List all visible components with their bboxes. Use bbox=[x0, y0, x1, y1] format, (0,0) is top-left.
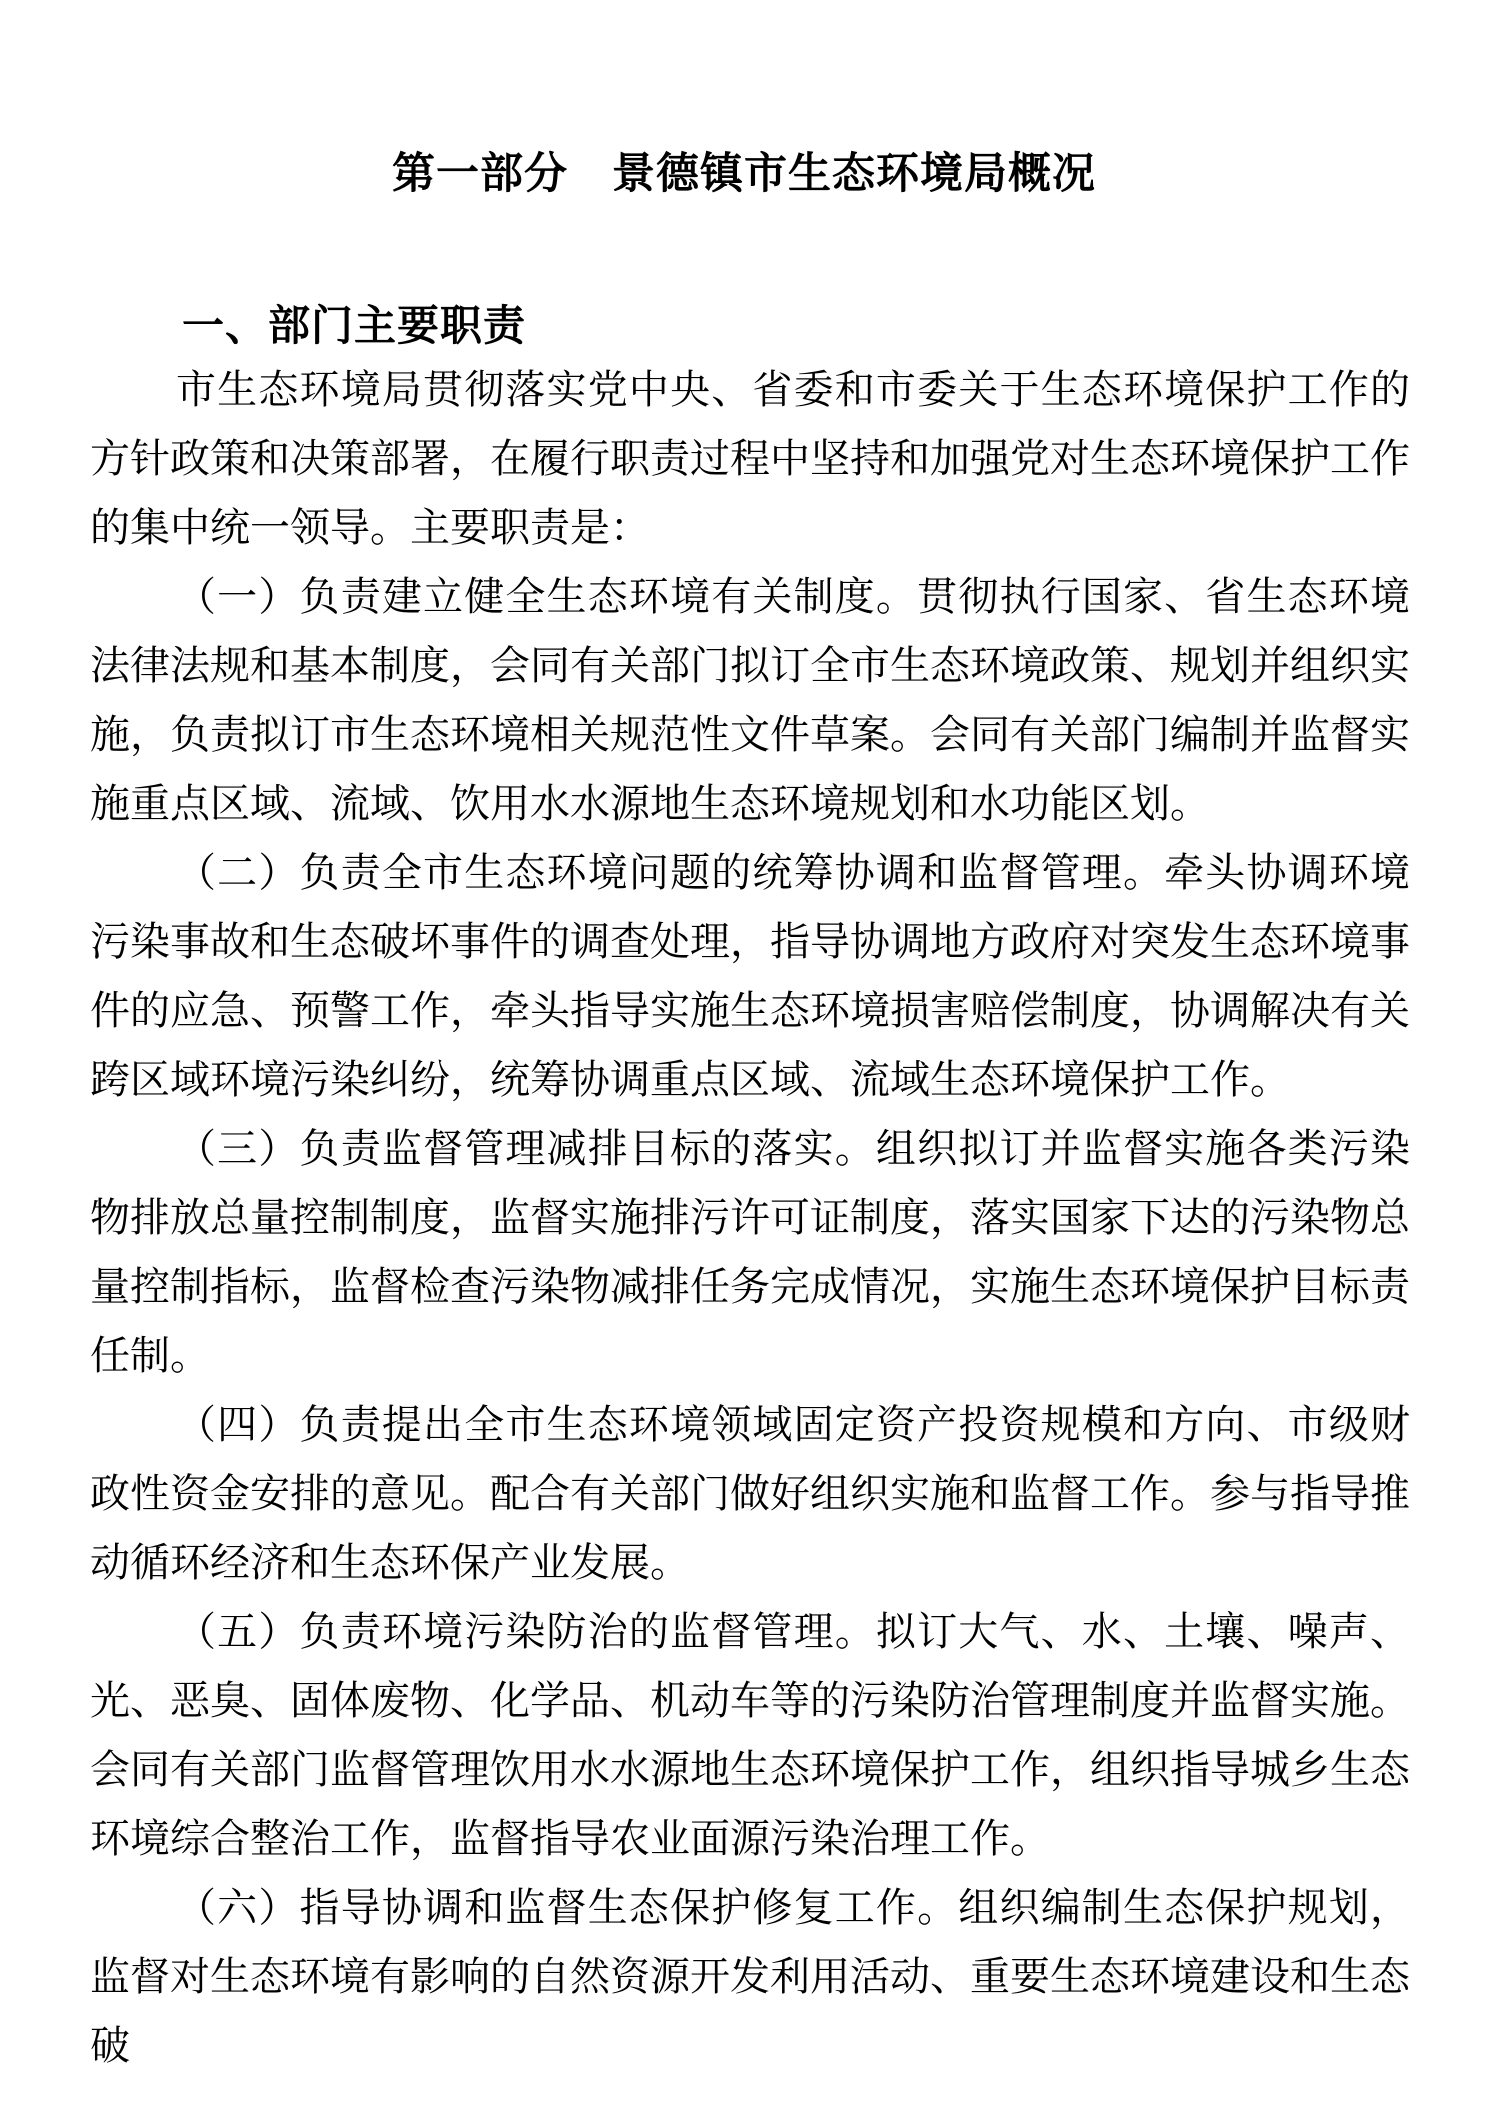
duty-item-6: （六）指导协调和监督生态保护修复工作。组织编制生态保护规划，监督对生态环境有影响的自然资源开发利用活动、重要生态环境建设和生态破 bbox=[90, 1885, 1410, 2068]
section-heading: 一、部门主要职责 bbox=[182, 302, 527, 349]
duty-item-2: （二）负责全市生态环境问题的统筹协调和监督管理。牵头协调环境污染事故和生态破坏事件的调查处理，指导协调地方政府对突发生态环境事件的应急、预警工作，牵头指导实施生态环境损害赔偿制度，协调解决有关跨区域环境污染纠纷，统筹协调重点区域、流域生态环境保护工作。 bbox=[90, 850, 1410, 1102]
duty-item-4: （四）负责提出全市生态环境领域固定资产投资规模和方向、市级财政性资金安排的意见。配合有关部门做好组织实施和监督工作。参与指导推动循环经济和生态环保产业发展。 bbox=[90, 1402, 1410, 1585]
document-title: 第一部分 景德镇市生态环境局概况 bbox=[392, 150, 1096, 198]
document-body bbox=[90, 355, 1410, 2080]
duty-item-5: （五）负责环境污染防治的监督管理。拟订大气、水、土壤、噪声、光、恶臭、固体废物、化学品、机动车等的污染防治管理制度并监督实施。会同有关部门监督管理饮用水水源地生态环境保护工作，组织指导城乡生态环境综合整治工作，监督指导农业面源污染治理工作。 bbox=[90, 1609, 1410, 1861]
duty-item-1: （一）负责建立健全生态环境有关制度。贯彻执行国家、省生态环境法律法规和基本制度，会同有关部门拟订全市生态环境政策、规划并组织实施，负责拟订市生态环境相关规范性文件草案。会同有关部门编制并监督实施重点区域、流域、饮用水水源地生态环境规划和水功能区划。 bbox=[90, 574, 1410, 826]
intro-paragraph: 市生态环境局贯彻落实党中央、省委和市委关于生态环境保护工作的方针政策和决策部署，在履行职责过程中坚持和加强党对生态环境保护工作的集中统一领导。主要职责是： bbox=[90, 367, 1410, 550]
duty-item-3: （三）负责监督管理减排目标的落实。组织拟订并监督实施各类污染物排放总量控制制度，监督实施排污许可证制度，落实国家下达的污染物总量控制指标，监督检查污染物减排任务完成情况，实施生态环境保护目标责任制。 bbox=[90, 1126, 1410, 1378]
